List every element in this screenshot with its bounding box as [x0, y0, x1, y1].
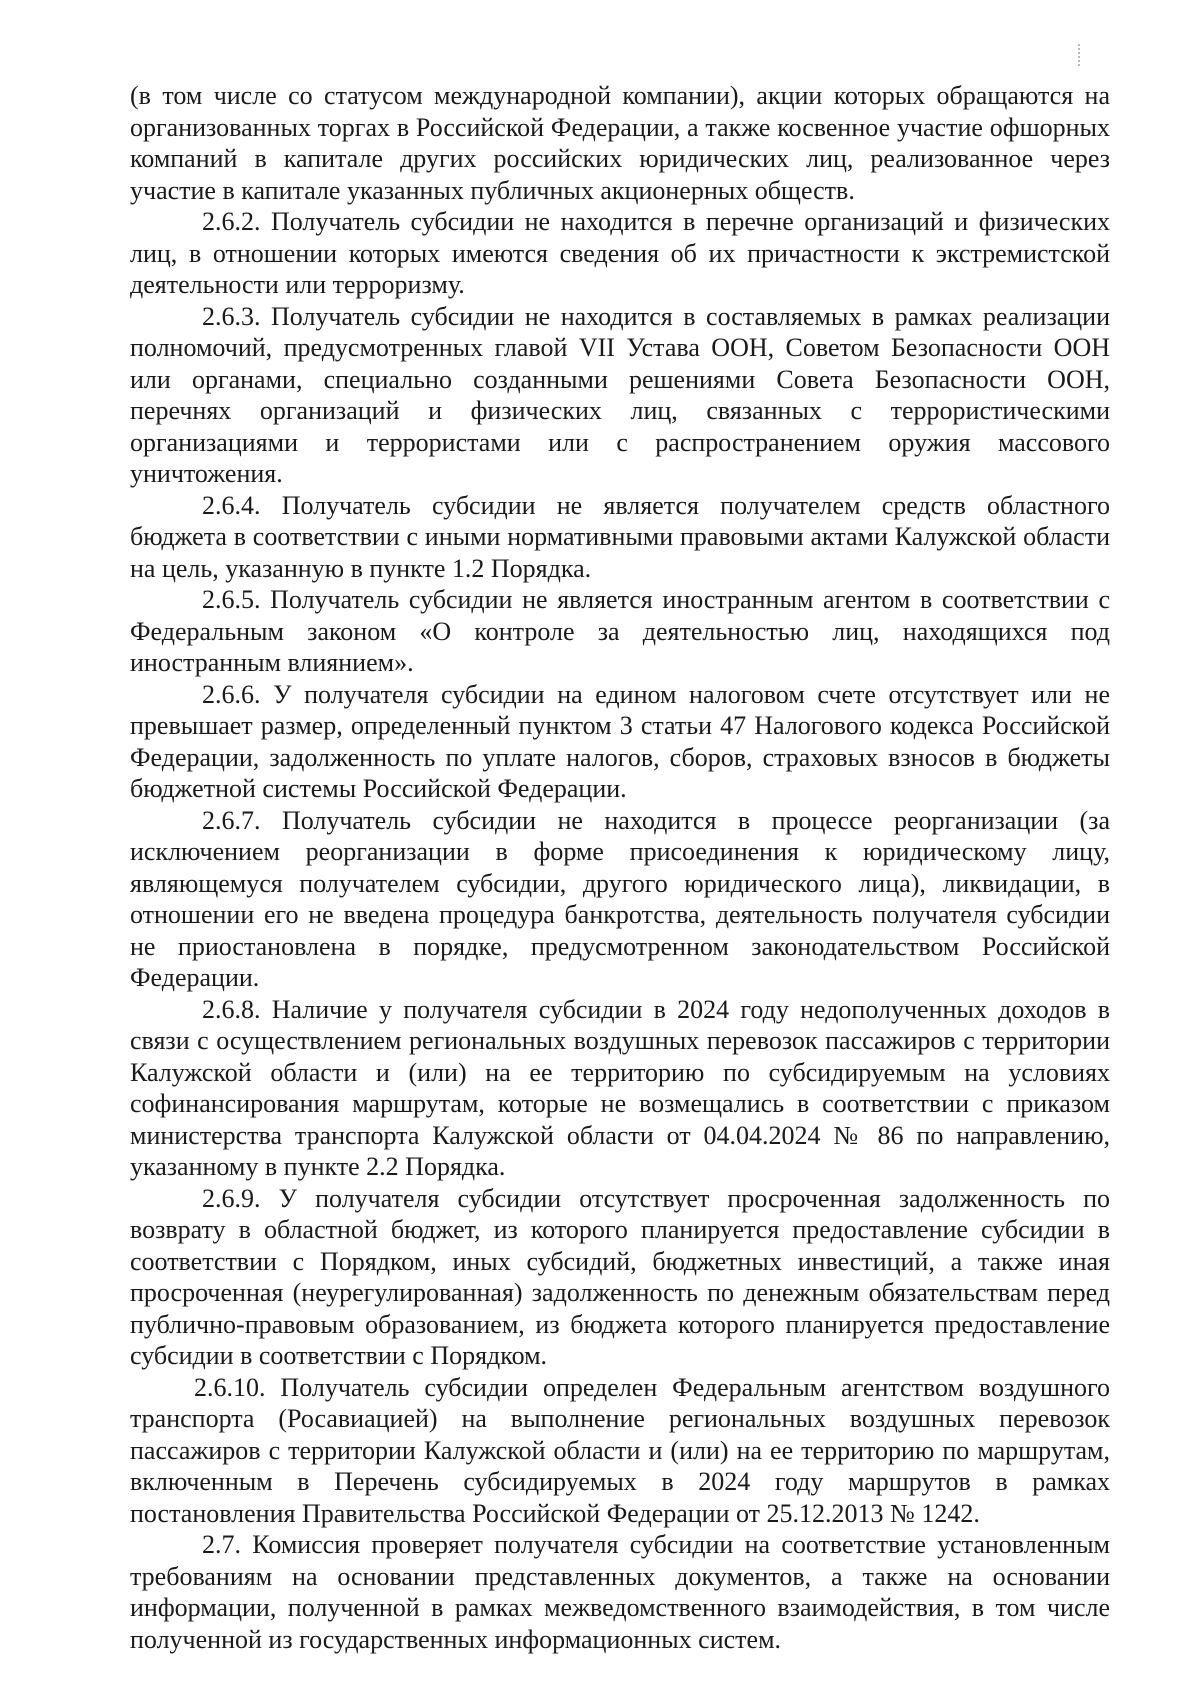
paragraph-2-6-7: 2.6.7. Получатель субсидии не находится в процессе реорганизации (за исключением реорганизации в форме присоединения к юридическому лицу, являющемуся получателем субсидии, другого юридического лица), ликвидации, в отношении его не введена процедура банкротства, деятельность получателя субсидии не приостановлена в порядке, предусмотренном законодательством Российской Федерации.: [130, 805, 1110, 992]
paragraph-2-6-10: 2.6.10. Получатель субсидии определен Федеральным агентством воздушного транспорта (Росавиацией) на выполнение региональных воздушных перевозок пассажиров с территории Калужской области и (или) на ее территорию по маршрутам, включенным в Перечень субсидируемых в 2024 году маршрутов в рамках постановления Правительства Российской Федерации от 25.12.2013 № 1242.: [130, 1372, 1110, 1528]
paragraph-2-6-6: 2.6.6. У получателя субсидии на едином налоговом счете отсутствует или не превышает размер, определенный пунктом 3 статьи 47 Налогового кодекса Российской Федерации, задолженность по уплате налогов, сборов, страховых взносов в бюджеты бюджетной системы Российской Федерации.: [130, 679, 1110, 803]
document-page: [130, 80, 1110, 1655]
paragraph-2-6-5: 2.6.5. Получатель субсидии не является иностранным агентом в соответствии с Федеральным законом «О контроле за деятельностью лиц, находящихся под иностранным влиянием».: [130, 585, 1110, 677]
paragraph-2-6-3: 2.6.3. Получатель субсидии не находится в составляемых в рамках реализации полномочий, предусмотренных главой VII Устава ООН, Советом Безопасности ООН или органами, специально созданными решениями Совета Безопасности ООН, перечнях организаций и физических лиц, связанных с террористическими организациями и террористами или с распространением оружия массового уничтожения.: [130, 301, 1110, 488]
paragraph-2-6-2: 2.6.2. Получатель субсидии не находится в перечне организаций и физических лиц, в отношении которых имеются сведения об их причастности к экстремистской деятельности или терроризму.: [130, 207, 1110, 299]
paragraph-continuation: (в том числе со статусом международной компании), акции которых обращаются на организованных торгах в Российской Федерации, а также косвенное участие офшорных компаний в капитале других российских юридических лиц, реализованное через участие в капитале указанных публичных акционерных обществ.: [130, 81, 1110, 205]
scan-artifact-mark: [1078, 44, 1082, 66]
paragraph-2-6-9: 2.6.9. У получателя субсидии отсутствует просроченная задолженность по возврату в областной бюджет, из которого планируется предоставление субсидии в соответствии с Порядком, иных субсидий, бюджетных инвестиций, а также иная просроченная (неурегулированная) задолженность по денежным обязательствам перед публично-правовым образованием, из бюджета которого планируется предоставление субсидии в соответствии с Порядком.: [130, 1183, 1110, 1370]
paragraph-2-7: 2.7. Комиссия проверяет получателя субсидии на соответствие установленным требованиям на основании представленных документов, а также на основании информации, полученной в рамках межведомственного взаимодействия, в том числе полученной из государственных информационных систем.: [130, 1530, 1110, 1654]
paragraph-2-6-4: 2.6.4. Получатель субсидии не является получателем средств областного бюджета в соответствии с иными нормативными правовыми актами Калужской области на цель, указанную в пункте 1.2 Порядка.: [130, 490, 1110, 583]
paragraph-2-6-8: 2.6.8. Наличие у получателя субсидии в 2024 году недополученных доходов в связи с осуществлением региональных воздушных перевозок пассажиров с территории Калужской области и (или) на ее территорию по субсидируемым на условиях софинансирования маршрутам, которые не возмещались в соответствии с приказом министерства транспорта Калужской области от 04.04.2024 № 86 по направлению, указанному в пункте 2.2 Порядка.: [130, 994, 1110, 1181]
